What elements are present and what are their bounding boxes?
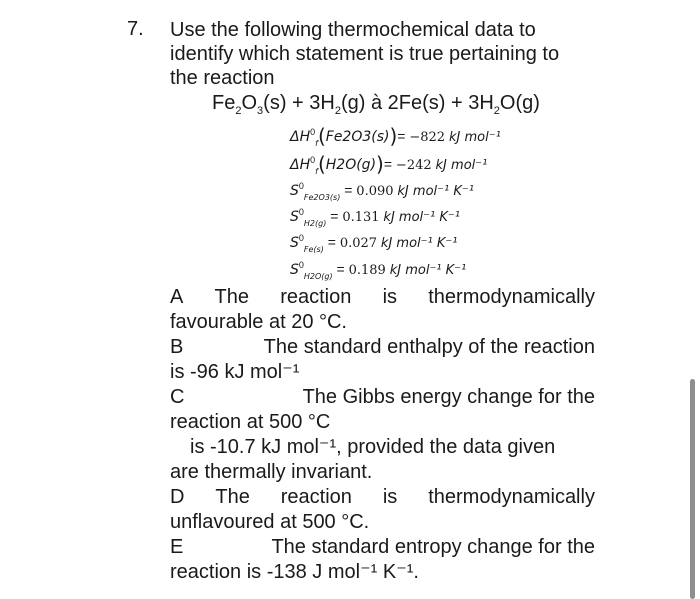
- data-row-s-h2: $S^0_{H2(g)} = 0.131$ kJ mol⁻¹ K⁻¹: [290, 207, 460, 228]
- option-d-line: D The reaction is thermodynamically: [170, 486, 595, 508]
- option-b-line: B The standard enthalpy of the reaction: [170, 336, 595, 358]
- option-d-rest: unflavoured at 500 °C.: [170, 511, 370, 533]
- data-row-s-fe2o3: $S^0_{Fe2O3(s)} = 0.090$ kJ mol⁻¹ K⁻¹: [290, 181, 474, 202]
- answer-options: [170, 285, 595, 585]
- scrollbar-thumb[interactable]: [690, 379, 695, 599]
- question-prompt: [170, 18, 595, 90]
- prompt-line: the reaction: [170, 67, 275, 89]
- data-row-s-fe: $S^0_{Fe(s)} = 0.027$ kJ mol⁻¹ K⁻¹: [290, 233, 458, 254]
- question-number: 7.: [127, 18, 144, 40]
- option-c-line: C The Gibbs energy change for the: [170, 386, 595, 408]
- option-e-line: E The standard entropy change for the: [170, 536, 595, 558]
- option-c-extra: is -10.7 kJ mol⁻¹, provided the data given: [190, 436, 556, 458]
- data-row-dhf-h2o: $\Delta H^0_f(H2O(g))= -242$ kJ mol⁻¹: [290, 152, 488, 176]
- option-c-extra2: are thermally invariant.: [170, 461, 373, 483]
- reaction-equation: $Fe_2O_3(s) + 3H_2(g)$ à $2Fe(s) + 3H_2O(g)$: [212, 92, 540, 117]
- option-c-rest: reaction at 500 °C: [170, 411, 331, 433]
- data-row-s-h2o: $S^0_{H2O(g)} = 0.189$ kJ mol⁻¹ K⁻¹: [290, 260, 467, 281]
- prompt-line: Use the following thermochemical data to: [170, 19, 536, 41]
- prompt-line: identify which statement is true pertaining to: [170, 43, 560, 65]
- option-e-rest: reaction is -138 J mol⁻¹ K⁻¹.: [170, 561, 419, 583]
- option-a-rest: favourable at 20 °C.: [170, 311, 347, 333]
- option-a-line: A The reaction is thermodynamically: [170, 286, 595, 308]
- option-b-rest: is -96 kJ mol⁻¹: [170, 361, 300, 383]
- data-row-dhf-fe2o3: $\Delta H^0_f(Fe2O3(s))= -822$ kJ mol⁻¹: [290, 124, 501, 148]
